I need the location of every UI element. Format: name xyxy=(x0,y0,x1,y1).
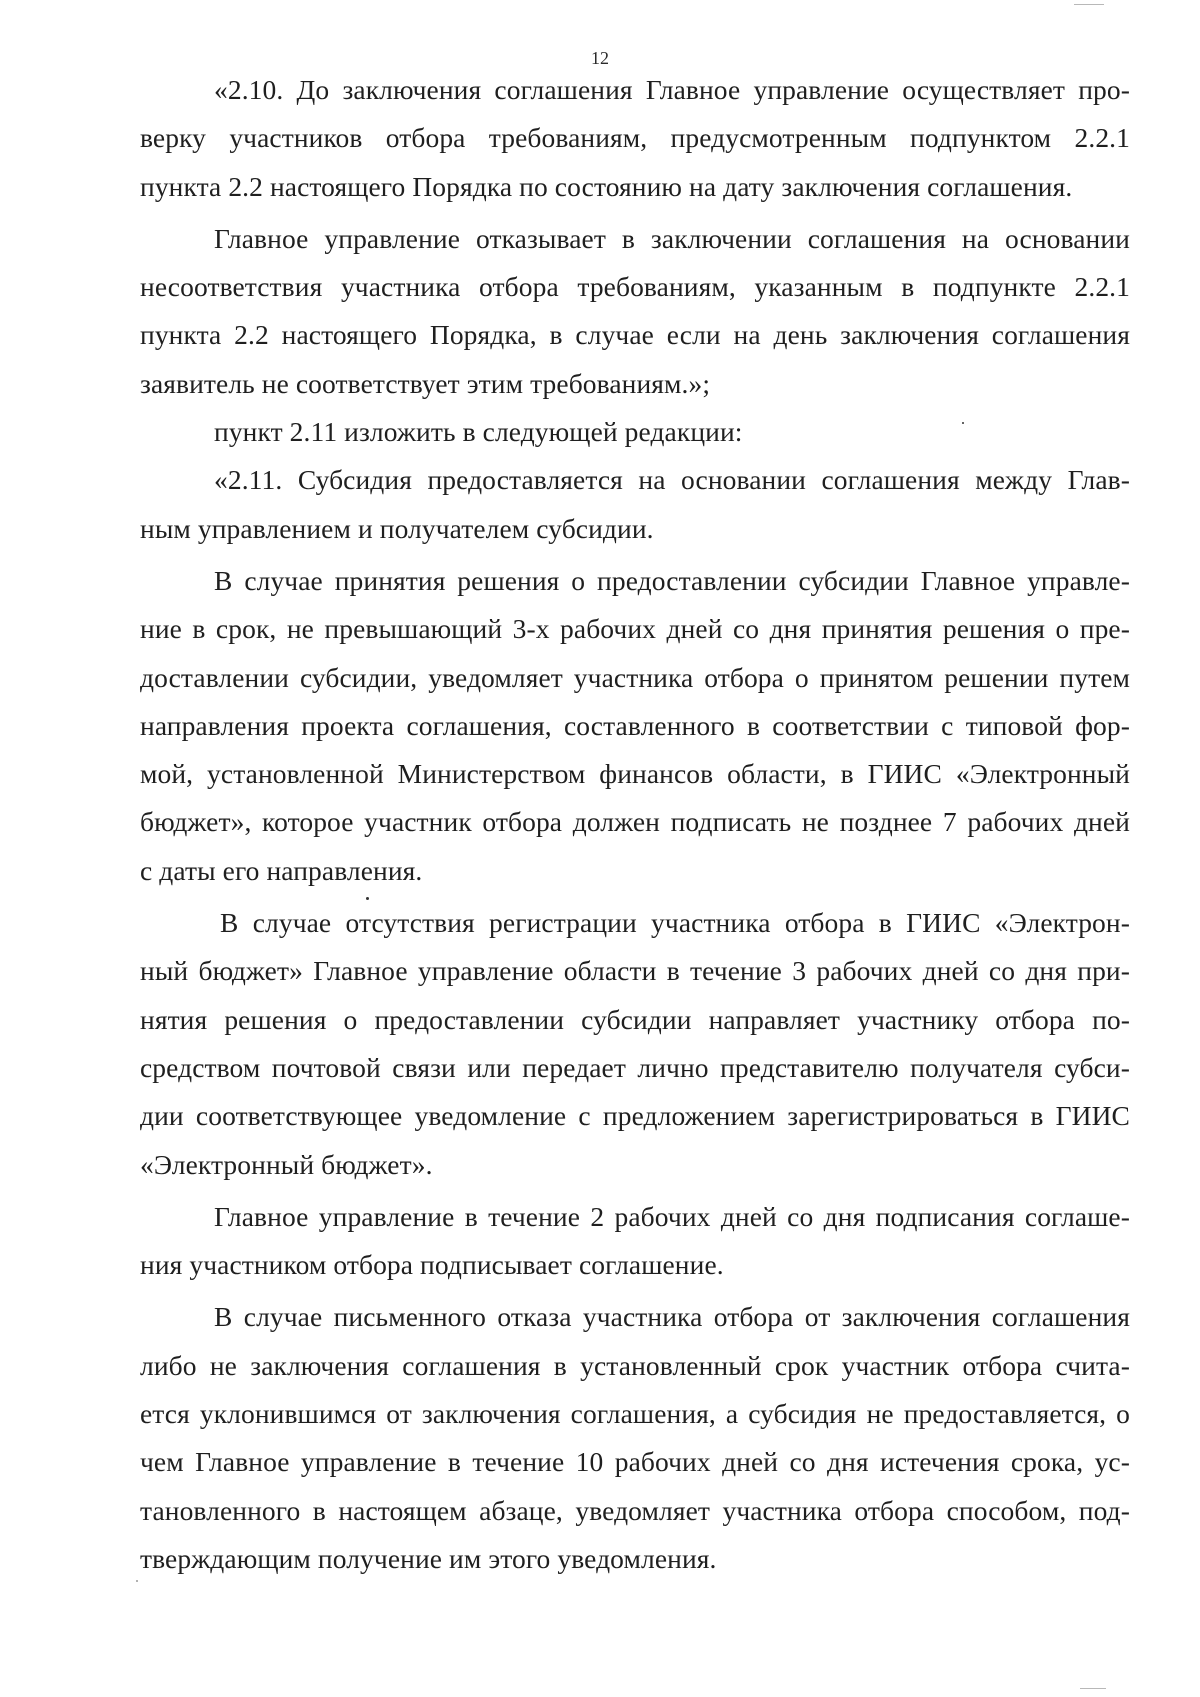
text-line: ния участником отбора подписывает соглашение. xyxy=(140,1249,724,1281)
document-body xyxy=(140,66,1130,1583)
text-line: доставлении субсидии, уведомляет участника отбора о принятом решении путем xyxy=(140,661,1130,693)
text-line: чем Главное управление в течение 10 рабочих дней со дня истечения срока, ус- xyxy=(140,1446,1130,1478)
text-line: тверждающим получение им этого уведомления. xyxy=(140,1542,717,1574)
text-line: ние в срок, не превышающий 3-х рабочих дней со дня принятия решения о пре- xyxy=(140,613,1130,645)
scan-speck xyxy=(366,897,369,900)
text-line: В случае отсутствия регистрации участника отбора в ГИИС «Электрон- xyxy=(220,907,1130,939)
text-line: ный бюджет» Главное управление области в течение 3 рабочих дней со дня при- xyxy=(140,955,1130,987)
text-line: В случае принятия решения о предоставлении субсидии Главное управле- xyxy=(214,564,1130,596)
text-line: либо не заключения соглашения в установленный срок участник отбора счита- xyxy=(140,1349,1130,1381)
text-line: ется уклонившимся от заключения соглашения, а субсидия не предоставляется, о xyxy=(140,1398,1130,1430)
text-line: дии соответствующее уведомление с предложением зарегистрироваться в ГИИС xyxy=(140,1100,1130,1132)
scan-speck xyxy=(962,422,964,424)
text-line: Главное управление в течение 2 рабочих дней со дня подписания соглаше- xyxy=(214,1200,1130,1232)
text-line: Главное управление отказывает в заключении соглашения на основании xyxy=(214,222,1130,254)
text-line: ным управлением и получателем субсидии. xyxy=(140,512,654,544)
scan-speck xyxy=(136,1580,138,1582)
text-line: тановленного в настоящем абзаце, уведомляет участника отбора способом, под- xyxy=(140,1494,1130,1526)
text-line: пункт 2.11 изложить в следующей редакции: xyxy=(214,416,743,448)
page-number: 12 xyxy=(591,48,609,68)
scan-speck xyxy=(1074,4,1104,5)
text-line: мой, установленной Министерством финансов области, в ГИИС «Электронный xyxy=(140,758,1130,790)
text-line: пункта 2.2 настоящего Порядка по состоянию на дату заключения соглашения. xyxy=(140,170,1073,202)
text-line: В случае письменного отказа участника отбора от заключения соглашения xyxy=(214,1301,1130,1333)
text-line: «Электронный бюджет». xyxy=(140,1148,433,1180)
text-line: средством почтовой связи или передает лично представителю получателя субси- xyxy=(140,1051,1130,1083)
text-line: направления проекта соглашения, составленного в соответствии с типовой фор- xyxy=(140,709,1130,741)
text-line: заявитель не соответствует этим требованиям.»; xyxy=(140,367,711,399)
text-line: несоответствия участника отбора требованиям, указанным в подпункте 2.2.1 xyxy=(140,271,1130,303)
text-line: пункта 2.2 настоящего Порядка, в случае если на день заключения соглашения xyxy=(140,319,1130,351)
scan-speck xyxy=(1080,1688,1106,1689)
text-line: «2.10. До заключения соглашения Главное управление осуществляет про- xyxy=(214,74,1130,105)
text-line: бюджет», которое участник отбора должен подписать не позднее 7 рабочих дней xyxy=(140,806,1130,838)
text-line: нятия решения о предоставлении субсидии направляет участнику отбора по- xyxy=(140,1003,1130,1035)
text-line: с даты его направления. xyxy=(140,854,423,886)
text-line: верку участников отбора требованиям, предусмотренным подпунктом 2.2.1 xyxy=(140,122,1130,154)
text-line: «2.11. Субсидия предоставляется на основании соглашения между Глав- xyxy=(214,464,1130,496)
